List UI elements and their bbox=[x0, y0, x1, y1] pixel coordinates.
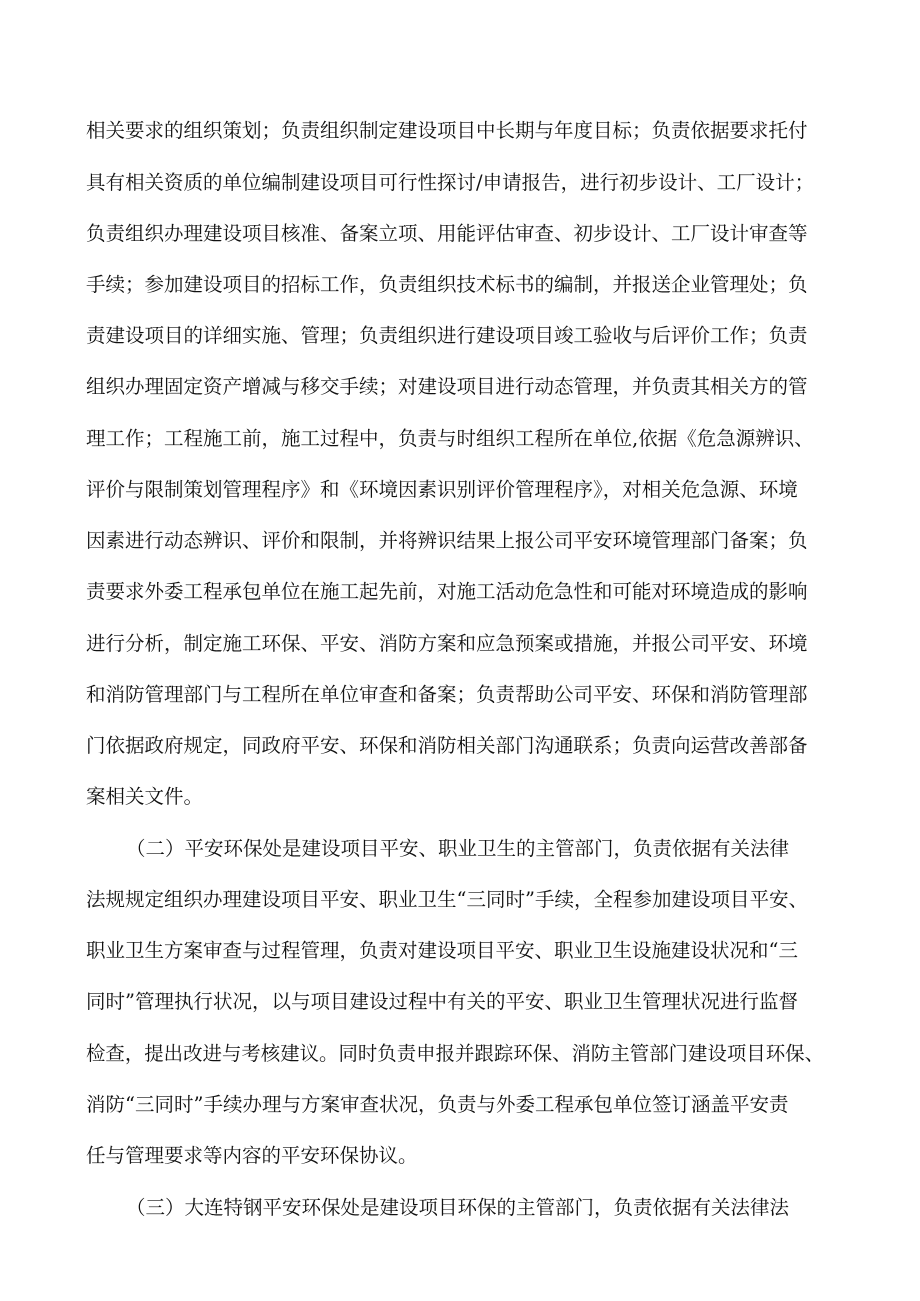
text-line-content: （二）平安环保处是建设项目平安、职业卫生的主管部门，负责依据有关法律 bbox=[126, 837, 790, 860]
text-line bbox=[0, 987, 920, 1017]
text-line-content: 理工作；工程施工前，施工过程中，负责与时组织工程所在单位,依据《危急源辨识、 bbox=[86, 427, 814, 450]
text-line-content: 具有相关资质的单位编制建设项目可行性探讨/申请报告，进行初步设计、工厂设计； bbox=[86, 171, 815, 194]
text-line bbox=[0, 782, 920, 812]
text-line-content: 同时”管理执行状况，以与项目建设过程中有关的平安、职业卫生管理状况进行监督 bbox=[86, 990, 798, 1013]
text-line bbox=[0, 1039, 920, 1069]
text-line bbox=[0, 731, 920, 761]
text-line-content: 手续；参加建设项目的招标工作，负责组织技术标书的编制，并报送企业管理处；负 bbox=[86, 273, 808, 296]
text-line bbox=[0, 321, 920, 351]
text-line bbox=[0, 372, 920, 402]
text-line bbox=[0, 526, 920, 556]
text-line-content: 组织办理固定资产增减与移交手续；对建设项目进行动态管理，并负责其相关方的管 bbox=[86, 375, 808, 398]
text-line-content: 门依据政府规定，同政府平安、环保和消防相关部门沟通联系；负责向运营改善部备 bbox=[86, 734, 808, 757]
text-line-content: 责要求外委工程承包单位在施工起先前，对施工活动危急性和可能对环境造成的影响 bbox=[86, 580, 808, 603]
text-line-content: 进行分析，制定施工环保、平安、消防方案和应急预案或措施，并报公司平安、环境 bbox=[86, 632, 808, 655]
text-line bbox=[0, 680, 920, 710]
text-line-content: 案相关文件。 bbox=[86, 785, 204, 808]
text-line-content: 负责组织办理建设项目核准、备案立项、用能评估审查、初步设计、工厂设计审查等 bbox=[86, 222, 808, 245]
text-line-content: 检查，提出改进与考核建议。同时负责申报并跟踪环保、消防主管部门建设项目环保、 bbox=[86, 1042, 824, 1065]
text-line-content: （三）大连特钢平安环保处是建设项目环保的主管部门，负责依据有关法律法 bbox=[126, 1196, 790, 1219]
text-line-content: 职业卫生方案审查与过程管理，负责对建设项目平安、职业卫生设施建设状况和“三 bbox=[86, 939, 798, 962]
text-line bbox=[0, 936, 920, 966]
text-line bbox=[0, 629, 920, 659]
text-line-content: 责建设项目的详细实施、管理；负责组织进行建设项目竣工验收与后评价工作；负责 bbox=[86, 324, 808, 347]
text-line-content: 相关要求的组织策划；负责组织制定建设项目中长期与年度目标；负责依据要求托付 bbox=[86, 119, 808, 142]
text-line bbox=[0, 577, 920, 607]
text-line bbox=[0, 1090, 920, 1120]
text-line bbox=[0, 270, 920, 300]
text-line-content: 消防“三同时”手续办理与方案审查状况，负责与外委工程承包单位签订涵盖平安责 bbox=[86, 1093, 789, 1116]
text-line-content: 任与管理要求等内容的平安环保协议。 bbox=[86, 1144, 418, 1167]
text-line bbox=[0, 424, 920, 454]
text-line bbox=[0, 1141, 920, 1171]
text-line bbox=[0, 1193, 920, 1223]
text-line bbox=[0, 834, 920, 864]
text-line-content: 法规规定组织办理建设项目平安、职业卫生“三同时”手续，全程参加建设项目平安、 bbox=[86, 888, 808, 911]
text-line bbox=[0, 168, 920, 198]
text-line-content: 和消防管理部门与工程所在单位审查和备案；负责帮助公司平安、环保和消防管理部 bbox=[86, 683, 808, 706]
text-line bbox=[0, 475, 920, 505]
text-line-content: 因素进行动态辨识、评价和限制，并将辨识结果上报公司平安环境管理部门备案；负 bbox=[86, 529, 808, 552]
text-line bbox=[0, 116, 920, 146]
text-line bbox=[0, 219, 920, 249]
text-line bbox=[0, 885, 920, 915]
text-line-content: 评价与限制策划管理程序》和《环境因素识别评价管理程序》，对相关危急源、环境 bbox=[86, 478, 798, 501]
